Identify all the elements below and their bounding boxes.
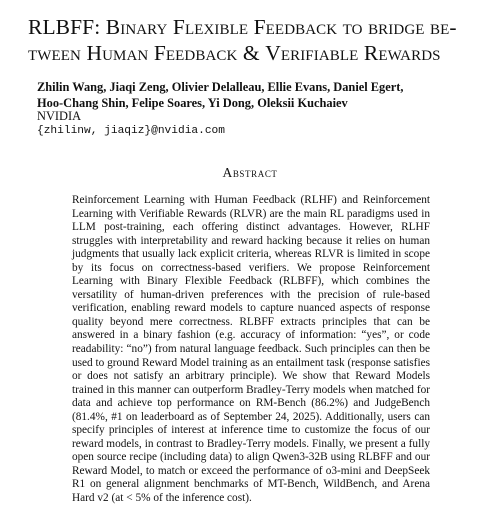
author-list [37, 79, 477, 111]
title-segment: eedback to bridge be- [265, 15, 457, 39]
title-segment: H [86, 41, 103, 65]
title-segment: eedback & [165, 41, 266, 65]
title-segment: inary [120, 15, 173, 39]
title-segment: erifiable [280, 41, 364, 65]
authors-line: Hoo-Chang Shin, Felipe Soares, Yi Dong, Oleksii Kuchaiev [37, 96, 348, 110]
author-email: {zhilinw, jiaqiz}@nvidia.com [37, 125, 225, 137]
title-segment: lexible [184, 15, 254, 39]
title-segment: RLBFF: B [28, 15, 121, 39]
title-segment: tween [28, 41, 87, 65]
paper-title [28, 14, 488, 66]
title-segment: ewards [378, 41, 441, 65]
title-segment: F [172, 15, 185, 39]
authors-line: Zhilin Wang, Jiaqi Zeng, Olivier Delalleau, Ellie Evans, Daniel Egert, [37, 80, 404, 94]
title-segment: V [265, 41, 281, 65]
abstract-heading: Abstract [222, 165, 278, 180]
title-segment: F [253, 15, 266, 39]
affiliation: NVIDIA [37, 109, 82, 123]
title-segment: R [363, 41, 379, 65]
abstract-body: Reinforcement Learning with Human Feedback (RLHF) and Reinforcement Learning with Verifiable Rewards (RLVR) are the main RL paradigms used in LLM post-training, each offering distinct advantages. However, RLHF struggles with interpretability and reward hacking because it relies on human judgments that usually lack explicit criteria, whereas RLVR is limited in scope by its focus on correctness-based verifiers. We propose Reinforcement Learning with Binary Flexible Feedback (RLBFF), which combines the versatility of human-driven preferences with the precision of rule-based verification, enabling reward models to capture nuanced aspects of response quality beyond mere correctness. RLBFF extracts principles that can be answered in a binary fashion (e.g. accuracy of information: “yes”, or code readability: “no”) from natural language feedback. Such principles can then be used to ground Reward Model training as an entailment task (response satisfies or does not satisfy an arbitrary principle). We show that Reward Models trained in this manner can outperform Bradley-Terry models when matched for data and achieve top performance on RM-Bench (86.2%) and JudgeBench (81.4%, #1 on leaderboard as of September 24, 2025). Additionally, users can specify principles of interest at inference time to customize the focus of our reward models, in contrast to Bradley-Terry models. Finally, we present a fully open source recipe (including data) to align Qwen3-32B using RLBFF and our Reward Model, to match or exceed the performance of o3-mini and DeepSeek R1 on general alignment benchmarks of MT-Bench, WildBench, and Arena Hard v2 (at < 5% of the inference cost). [72, 194, 430, 505]
title-segment: uman [102, 41, 154, 65]
title-segment: F [153, 41, 166, 65]
